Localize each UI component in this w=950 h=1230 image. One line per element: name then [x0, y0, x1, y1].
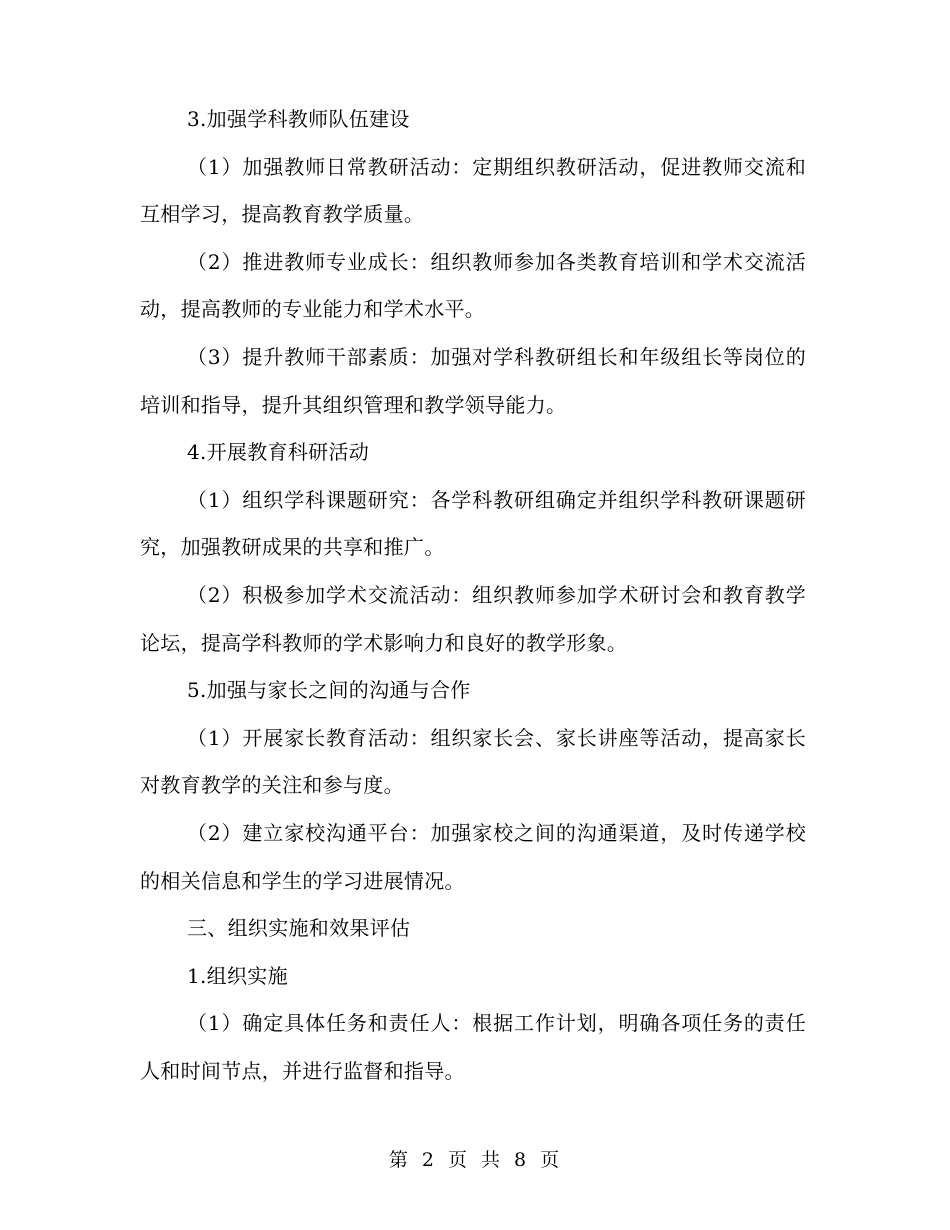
paragraph-3-2: （2）推进教师专业成长：组织教师参加各类教育培训和学术交流活动，提高教师的专业能力和学术水平。 — [140, 249, 806, 322]
paragraph-3-3: （3）提升教师干部素质：加强对学科教研组长和年级组长等岗位的培训和指导，提升其组织管理和教学领导能力。 — [140, 344, 806, 417]
paragraph-heading-3: 3.加强学科教师队伍建设 — [187, 107, 410, 131]
paragraph-5-2: （2）建立家校沟通平台：加强家校之间的沟通渠道，及时传递学校的相关信息和学生的学习进展情况。 — [140, 820, 806, 893]
page-number-footer: 第 2 页 共 8 页 — [388, 1149, 562, 1171]
paragraph-5-1: （1）开展家长教育活动：组织家长会、家长讲座等活动，提高家长对教育教学的关注和参与度。 — [140, 725, 806, 798]
document-body — [140, 96, 806, 1095]
section-heading-3: 三、组织实施和效果评估 — [187, 916, 411, 941]
paragraph-heading-1: 1.组织实施 — [187, 963, 288, 988]
paragraph-1-1: （1）确定具体任务和责任人：根据工作计划，明确各项任务的责任人和时间节点，并进行监督和指导。 — [140, 1011, 806, 1083]
paragraph-heading-4: 4.开展教育科研活动 — [187, 440, 370, 465]
paragraph-heading-5: 5.加强与家长之间的沟通与合作 — [187, 678, 471, 703]
paragraph-4-1: （1）组织学科课题研究：各学科教研组确定并组织学科教研课题研究，加强教研成果的共享和推广。 — [140, 487, 806, 560]
paragraph-4-2: （2）积极参加学术交流活动：组织教师参加学术研讨会和教育教学论坛，提高学科教师的学术影响力和良好的教学形象。 — [140, 582, 806, 655]
paragraph-3-1: （1）加强教师日常教研活动：定期组织教研活动，促进教师交流和互相学习，提高教育教学质量。 — [140, 154, 806, 227]
